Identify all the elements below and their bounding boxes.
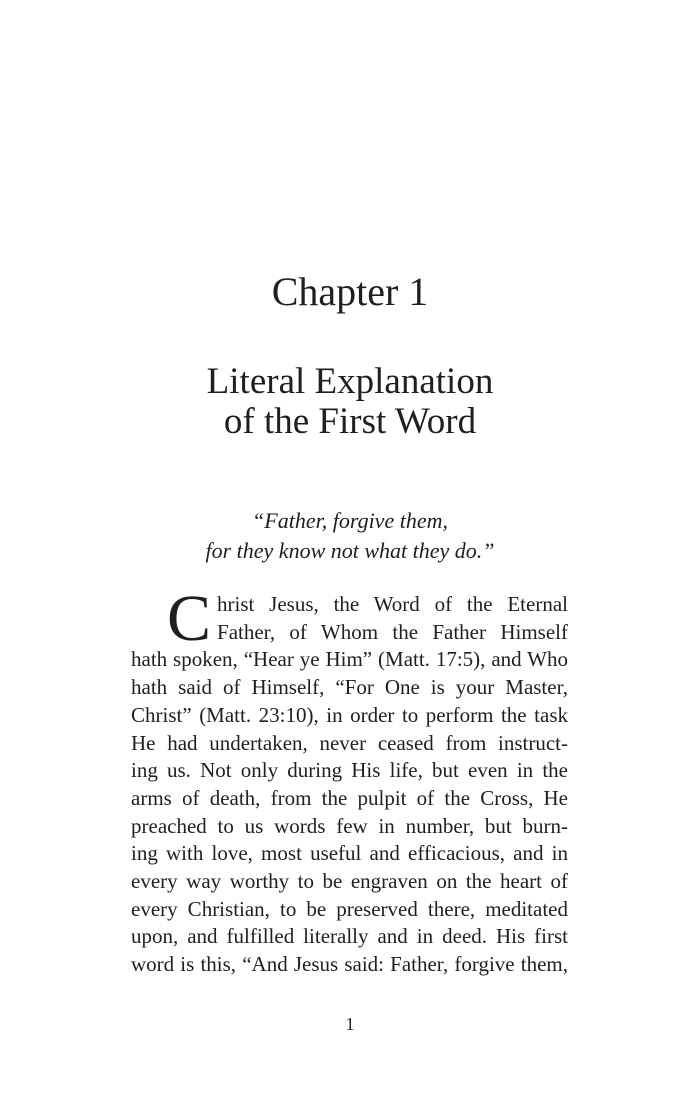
body-line: every way worthy to be engraven on the heart of bbox=[131, 869, 568, 894]
body-line: Father, of Whom the Father Himself bbox=[217, 619, 568, 644]
drop-cap: C bbox=[167, 582, 212, 655]
body-paragraph bbox=[131, 582, 568, 979]
body-line: every Christian, to be preserved there, meditated bbox=[131, 896, 568, 921]
body-line: ing with love, most useful and efficacious, and in bbox=[131, 841, 568, 866]
body-line: upon, and fulfilled literally and in deed. His first bbox=[131, 924, 568, 949]
body-line: hath said of Himself, “For One is your Master, bbox=[131, 675, 568, 700]
chapter-heading: Chapter 1 bbox=[271, 269, 429, 314]
chapter-title-line-2: of the First Word bbox=[223, 401, 477, 442]
page-number: 1 bbox=[345, 1014, 355, 1034]
chapter-title bbox=[0, 362, 700, 442]
epigraph-line-1: “Father, forgive them, bbox=[252, 508, 448, 533]
body-line: arms of death, from the pulpit of the Cross, He bbox=[131, 785, 568, 810]
body-line: hrist Jesus, the Word of the Eternal bbox=[217, 592, 568, 616]
chapter-title-line-1: Literal Explanation bbox=[206, 361, 494, 402]
epigraph-line-2: for they know not what they do.” bbox=[205, 538, 495, 563]
body-line: hath spoken, “Hear ye Him” (Matt. 17:5), and Who bbox=[131, 647, 568, 672]
body-line: word is this, “And Jesus said: Father, forgive them, bbox=[131, 952, 568, 977]
body-line: He had undertaken, never ceased from instruct- bbox=[131, 730, 568, 755]
body-line: Christ” (Matt. 23:10), in order to perform the task bbox=[131, 702, 568, 727]
body-line: preached to us words few in number, but burn- bbox=[131, 813, 568, 838]
epigraph bbox=[0, 506, 700, 566]
body-line: ing us. Not only during His life, but even in the bbox=[131, 758, 568, 783]
